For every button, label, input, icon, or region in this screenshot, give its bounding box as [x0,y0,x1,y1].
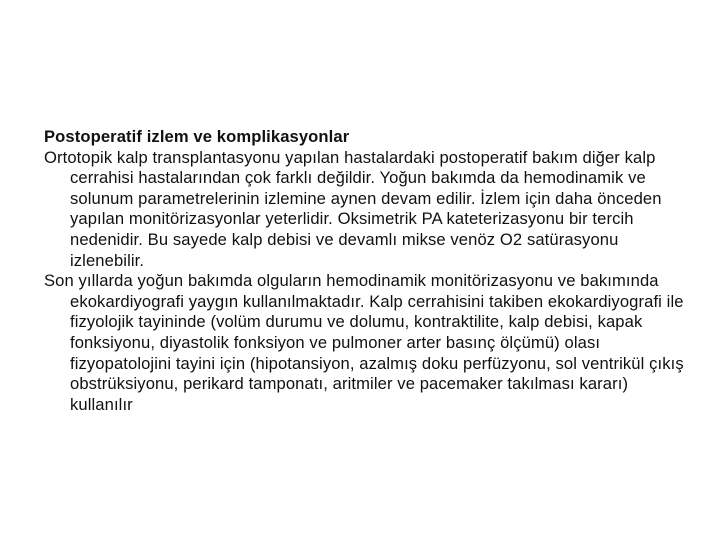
slide-heading: Postoperatif izlem ve komplikasyonlar [44,127,350,146]
paragraph-ortotopik: Ortotopik kalp transplantasyonu yapılan hastalardaki postoperatif bakım diğer kalp cerrahisi hastalarından çok farklı değildir. Yoğun bakımda da hemodinamik ve solunum parametrelerinin izlemine aynen devam edilir. İzlem için daha önceden yapılan monitörizasyonlar yeterlidir. Oksimetrik PA kateterizasyonu bir tercih nedenidir. Bu sayede kalp debisi ve devamlı mikse venöz O2 satürasyonu izlenebilir. [44,147,662,270]
slide-content [44,127,684,415]
paragraph-ekokardiyografi: Son yıllarda yoğun bakımda olguların hemodinamik monitörizasyonu ve bakımında ekokardiyografi yaygın kullanılmaktadır. Kalp cerrahisini takiben ekokardiyografi ile fizyolojik tayininde (volüm durumu ve dolumu, kontraktilite, kalp debisi, kapak fonksiyonu, diyastolik fonksiyon ve pulmoner arter basınç ölçümü) olası fizyopatolojini tayini için (hipotansiyon, azalmış doku perfüzyonu, sol ventrikül çıkış obstrüksiyonu, perikard tamponatı, aritmiler ve pacemaker takılması kararı) kullanılır [44,271,684,414]
